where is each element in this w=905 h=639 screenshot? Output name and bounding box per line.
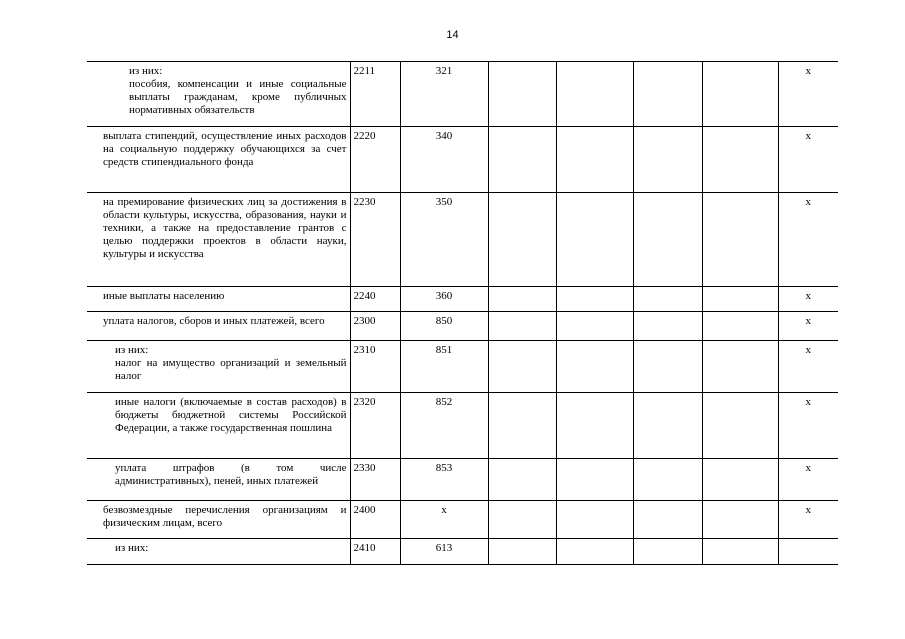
row-cell (488, 501, 556, 539)
row-name-line: иные налоги (включаемые в состав расходов) в бюджеты бюджетной системы Российской Федерации, а также государственная пошлина (115, 396, 347, 434)
row-code: 2310 (350, 341, 400, 393)
row-name-line: выплата стипендий, осуществление иных расходов на социальную поддержку обучающихся за счет средств стипендиального фонда (103, 130, 347, 168)
row-code: 2300 (350, 312, 400, 341)
table-row (87, 539, 838, 565)
row-kbk: 350 (400, 193, 488, 287)
row-name-line: уплата налогов, сборов и иных платежей, всего (103, 315, 325, 327)
table-row (87, 193, 838, 287)
row-kbk: x (400, 501, 488, 539)
row-name (87, 62, 350, 127)
row-cell (702, 312, 778, 341)
row-cell (556, 127, 633, 193)
row-cell-x: x (778, 459, 838, 501)
row-name-line: из них: (115, 542, 149, 554)
row-cell-x: x (778, 287, 838, 312)
row-kbk: 613 (400, 539, 488, 565)
table-row (87, 62, 838, 127)
row-name (87, 459, 350, 501)
row-cell (702, 193, 778, 287)
row-name-line: из них: (115, 344, 149, 356)
row-cell-x (778, 539, 838, 565)
row-code: 2230 (350, 193, 400, 287)
row-cell (702, 459, 778, 501)
row-cell (702, 62, 778, 127)
table-row (87, 312, 838, 341)
table-row (87, 127, 838, 193)
row-cell (633, 539, 702, 565)
row-name-line: пособия, компенсации и иные социальные выплаты гражданам, кроме публичных нормативных обязательств (129, 78, 347, 116)
row-cell (556, 539, 633, 565)
row-cell (633, 312, 702, 341)
row-cell (633, 127, 702, 193)
row-cell-x: x (778, 501, 838, 539)
row-cell-x: x (778, 312, 838, 341)
row-name (87, 341, 350, 393)
budget-expense-table (87, 61, 838, 565)
row-name (87, 193, 350, 287)
row-code: 2220 (350, 127, 400, 193)
table-row (87, 501, 838, 539)
row-name-line: налог на имущество организаций и земельный налог (115, 357, 347, 382)
row-code: 2211 (350, 62, 400, 127)
row-kbk: 321 (400, 62, 488, 127)
row-cell (702, 341, 778, 393)
row-name-line: уплата штрафов (в том числе административных), пеней, иных платежей (115, 462, 347, 487)
row-cell (702, 127, 778, 193)
row-code: 2320 (350, 393, 400, 459)
row-kbk: 853 (400, 459, 488, 501)
row-cell (702, 539, 778, 565)
row-cell (488, 312, 556, 341)
table-row (87, 341, 838, 393)
row-cell (633, 287, 702, 312)
row-name (87, 501, 350, 539)
row-name-line: безвозмездные перечисления организациям и физическим лицам, всего (103, 504, 347, 529)
table-row (87, 287, 838, 312)
row-name (87, 393, 350, 459)
row-cell (633, 501, 702, 539)
row-name-line: иные выплаты населению (103, 290, 225, 302)
row-code: 2240 (350, 287, 400, 312)
row-cell (488, 459, 556, 501)
row-cell (702, 393, 778, 459)
row-cell (633, 193, 702, 287)
row-cell (702, 287, 778, 312)
row-cell (633, 393, 702, 459)
row-cell-x: x (778, 393, 838, 459)
row-cell (633, 62, 702, 127)
table-row (87, 393, 838, 459)
row-kbk: 852 (400, 393, 488, 459)
row-cell (556, 193, 633, 287)
row-code: 2400 (350, 501, 400, 539)
row-cell (488, 287, 556, 312)
table-body (87, 62, 838, 565)
row-cell-x: x (778, 193, 838, 287)
row-cell (488, 62, 556, 127)
row-cell-x: x (778, 62, 838, 127)
page-number: 14 (446, 29, 459, 41)
row-name (87, 127, 350, 193)
row-name (87, 287, 350, 312)
row-cell-x: x (778, 127, 838, 193)
row-kbk: 340 (400, 127, 488, 193)
row-code: 2410 (350, 539, 400, 565)
table-row (87, 459, 838, 501)
row-code: 2330 (350, 459, 400, 501)
row-cell (488, 393, 556, 459)
row-cell (556, 459, 633, 501)
row-name (87, 539, 350, 565)
row-name-line: из них: (129, 65, 163, 77)
row-kbk: 851 (400, 341, 488, 393)
row-cell (488, 341, 556, 393)
row-name (87, 312, 350, 341)
row-name-line: на премирование физических лиц за достижения в области культуры, искусства, образования, науки и техники, а также на предоставление грантов с целью поддержки проектов в области науки, культуры и искусства (103, 196, 347, 260)
row-cell (556, 312, 633, 341)
row-cell (556, 62, 633, 127)
row-cell-x: x (778, 341, 838, 393)
row-kbk: 360 (400, 287, 488, 312)
row-cell (633, 341, 702, 393)
row-cell (488, 539, 556, 565)
row-cell (702, 501, 778, 539)
row-cell (556, 287, 633, 312)
row-kbk: 850 (400, 312, 488, 341)
row-cell (556, 501, 633, 539)
row-cell (633, 459, 702, 501)
row-cell (556, 393, 633, 459)
row-cell (488, 193, 556, 287)
row-cell (488, 127, 556, 193)
row-cell (556, 341, 633, 393)
